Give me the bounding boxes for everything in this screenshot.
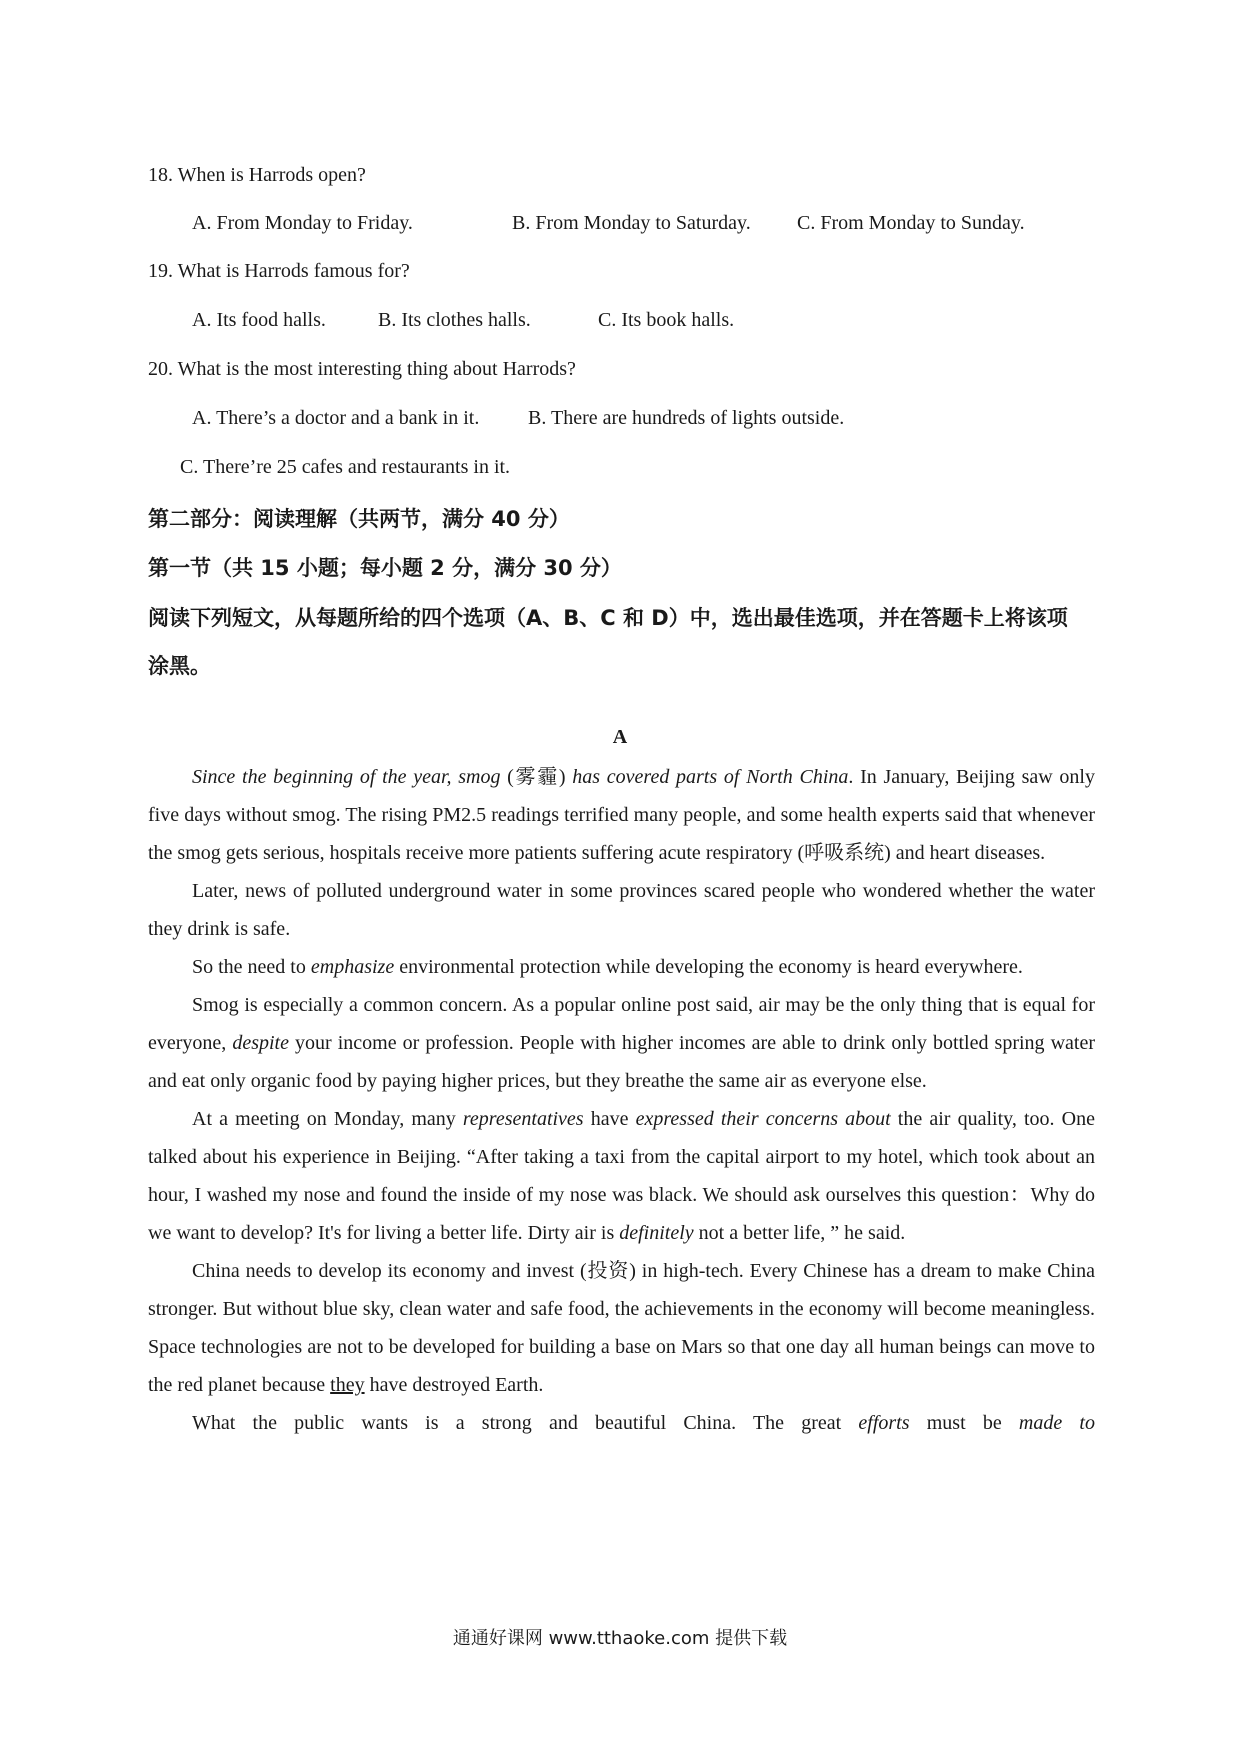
question-19-option-b: B. Its clothes halls. [378, 309, 531, 331]
chinese-gloss: (雾霾) [507, 766, 566, 788]
passage-paragraph-6 [148, 1252, 1095, 1404]
paragraph-text: the air quality, too. One talked about his experience in Beijing. “After taking a taxi from the capital airport to my hotel, which took about an hour, I washed my nose and found the inside of my nose was black. We should ask ourselves this question：Why do we want to develop? It's for living a better life. Dirty air is [148, 1108, 1095, 1244]
question-19-option-c: C. Its book halls. [598, 309, 735, 331]
paragraph-text: Smog is especially a common concern. As a popular online post said, air may be the only thing that is equal for everyone, [148, 994, 1095, 1054]
passage-paragraph-7 [148, 1404, 1095, 1442]
underlined-word: they [330, 1374, 365, 1396]
paragraph-text: not a better life, ” he said. [693, 1222, 906, 1244]
passage-paragraph-3 [148, 948, 1095, 986]
paragraph-text: environmental protection while developing the economy is heard everywhere. [394, 956, 1023, 978]
italic-word: emphasize [310, 956, 395, 978]
paragraph-text: and heart diseases. [890, 842, 1046, 864]
question-19-option-a: A. Its food halls. [192, 309, 326, 331]
page-footer: 通通好课网 www.tthaoke.com 提供下载 [452, 1628, 788, 1649]
question-19-stem: 19. What is Harrods famous for? [148, 260, 410, 282]
italic-word: despite [232, 1032, 289, 1054]
question-18-option-c: C. From Monday to Sunday. [797, 212, 1025, 234]
italic-phrase: made to [1018, 1412, 1095, 1434]
paragraph-text: in high-tech. Every Chinese has a dream to make China stronger. But without blue sky, clean water and safe food, the achievements in the economy will become meaningless. Space technologies are not to be developed for building a base on Mars so that one day all human beings can move to the red planet because [148, 1260, 1095, 1396]
paragraph-text: have [583, 1108, 636, 1130]
paragraph-text: What the public wants is a strong and beautiful China. The great [192, 1412, 859, 1434]
passage-body [148, 758, 1095, 1442]
paragraph-text: . In January, Beijing saw only five days without smog. The rising PM2.5 readings terrified many people, and some health experts said that whenever the smog gets serious, hospitals receive more patients suffering acute respiratory [148, 766, 1095, 864]
paragraph-text: must be [909, 1412, 1019, 1434]
question-20-option-c: C. There’re 25 cafes and restaurants in it. [180, 456, 511, 478]
question-18-option-a: A. From Monday to Friday. [192, 212, 413, 234]
italic-phrase: has covered parts of North China [565, 766, 849, 788]
italic-word: definitely [619, 1222, 694, 1244]
question-20-option-b: B. There are hundreds of lights outside. [528, 407, 845, 429]
passage-paragraph-1 [148, 758, 1095, 872]
instructions-line-1: 阅读下列短文，从每题所给的四个选项（A、B、C 和 D）中，选出最佳选项，并在答题卡上将该项 [148, 606, 1068, 630]
italic-word: efforts [858, 1412, 910, 1434]
paragraph-text: At a meeting on Monday, many [192, 1108, 463, 1130]
instructions-line-2: 涂黑。 [148, 654, 211, 678]
paragraph-text: China needs to develop its economy and invest [192, 1260, 580, 1282]
subsection-heading: 第一节（共 15 小题；每小题 2 分，满分 30 分） [148, 556, 622, 580]
passage-paragraph-2: Later, news of polluted underground water in some provinces scared people who wondered whether the water they drink is safe. [148, 880, 1095, 940]
passage-paragraph-5 [148, 1100, 1095, 1252]
passage-paragraph-4 [148, 986, 1095, 1100]
question-18-option-b: B. From Monday to Saturday. [512, 212, 751, 234]
paragraph-text: So the need to [192, 956, 311, 978]
chinese-gloss: (投资) [579, 1260, 636, 1282]
part-heading: 第二部分：阅读理解（共两节，满分 40 分） [148, 507, 570, 531]
italic-phrase: Since the beginning of the year, smog [192, 766, 508, 788]
italic-phrase: expressed their concerns about [635, 1108, 891, 1130]
question-18-stem: 18. When is Harrods open? [148, 164, 366, 186]
paragraph-text: your income or profession. People with higher incomes are able to drink only bottled spring water and eat only organic food by paying higher prices, but they breathe the same air as everyone else. [148, 1032, 1095, 1092]
question-20-stem: 20. What is the most interesting thing about Harrods? [148, 358, 576, 380]
question-20-option-a: A. There’s a doctor and a bank in it. [192, 407, 480, 429]
passage-label: A [612, 726, 628, 748]
chinese-gloss: (呼吸系统) [797, 842, 891, 864]
paragraph-text: have destroyed Earth. [364, 1374, 544, 1396]
italic-word: representatives [462, 1108, 584, 1130]
